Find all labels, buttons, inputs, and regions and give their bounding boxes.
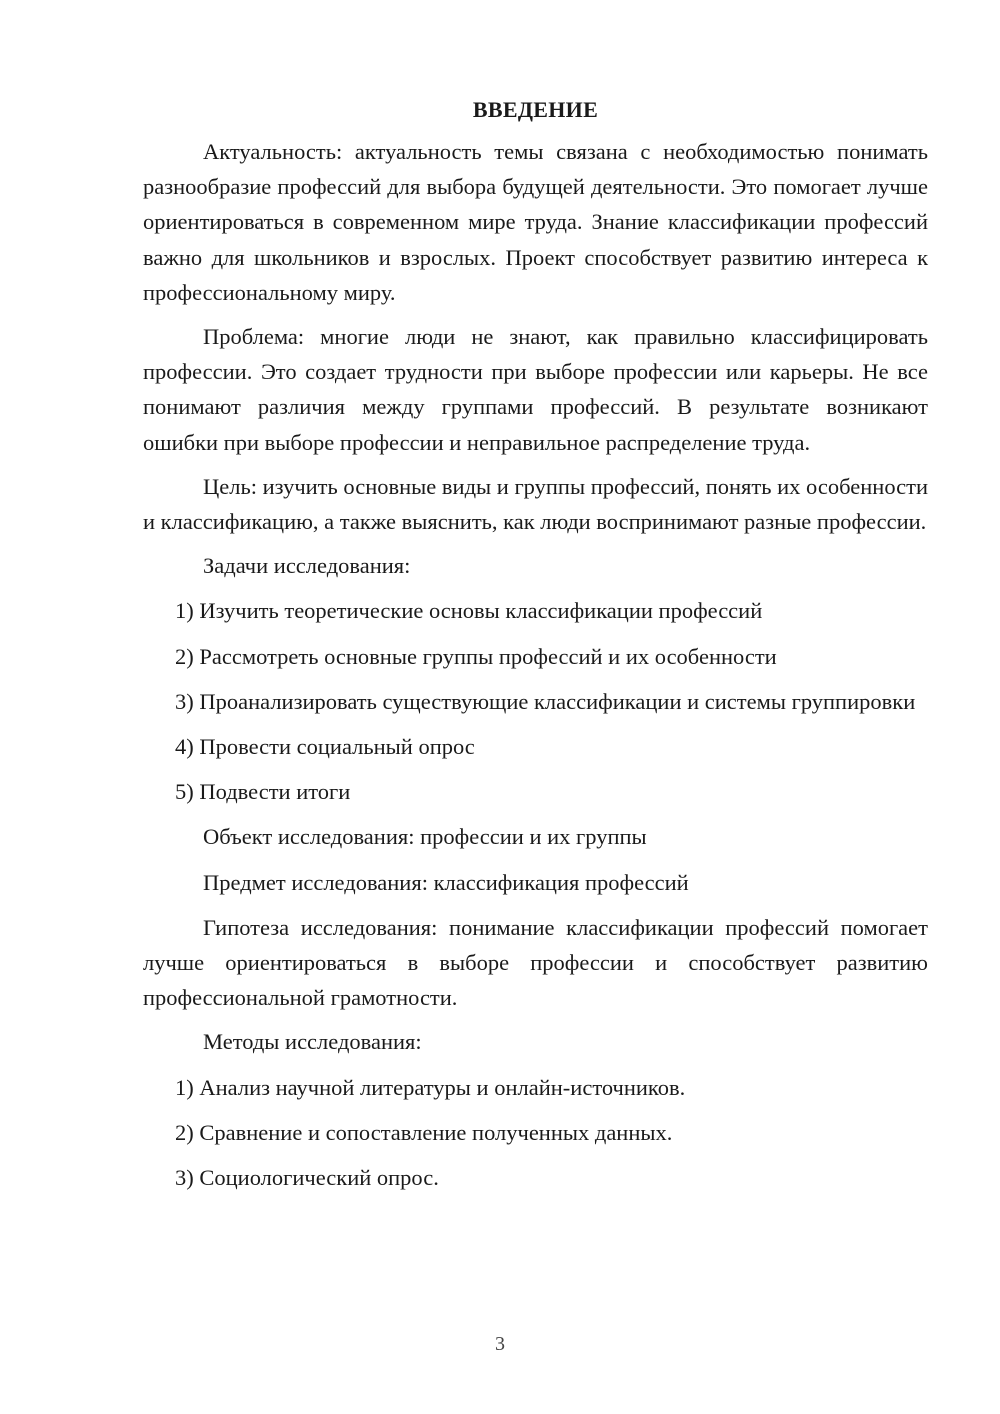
task-item: 5) Подвести итоги <box>175 779 351 805</box>
goal-paragraph: Цель: изучить основные виды и группы профессий, понять их особенности и классификацию, а также выяснить, как люди воспринимают разные профессии. <box>143 473 928 535</box>
problem-paragraph: Проблема: многие люди не знают, как правильно классифицировать профессии. Это создает трудности при выборе профессии или карьеры. Не все понимают различия между группами профессий. В результате возникают ошибки при выборе профессии и неправильное распределение труда. <box>143 324 928 455</box>
task-item: 4) Провести социальный опрос <box>175 734 475 760</box>
method-item: 1) Анализ научной литературы и онлайн-источников. <box>175 1074 686 1100</box>
page-number: 3 <box>495 1333 505 1355</box>
task-item: 2) Рассмотреть основные группы профессий и их особенности <box>175 643 777 669</box>
relevance-paragraph: Актуальность: актуальность темы связана с необходимостью понимать разнообразие профессий для выбора будущей деятельности. Это помогает лучше ориентироваться в современном мире труда. Знание классификации профессий важно для школьников и взрослых. Проект способствует развитию интереса к профессиональному миру. <box>143 139 928 305</box>
research-subject: Предмет исследования: классификация профессий <box>203 869 689 895</box>
method-item: 3) Социологический опрос. <box>175 1165 439 1191</box>
hypothesis-paragraph: Гипотеза исследования: понимание классификации профессий помогает лучше ориентироваться в выборе профессии и способствует развитию профессиональной грамотности. <box>143 914 928 1011</box>
tasks-heading: Задачи исследования: <box>203 553 411 579</box>
section-title: ВВЕДЕНИЕ <box>472 97 599 122</box>
task-item: 3) Проанализировать существующие классификации и системы группировки <box>175 688 916 714</box>
research-object: Объект исследования: профессии и их группы <box>203 824 647 850</box>
task-item: 1) Изучить теоретические основы классификации профессий <box>175 598 763 624</box>
method-item: 2) Сравнение и сопоставление полученных данных. <box>175 1119 673 1145</box>
methods-heading: Методы исследования: <box>203 1029 422 1055</box>
document-page <box>143 92 928 1205</box>
